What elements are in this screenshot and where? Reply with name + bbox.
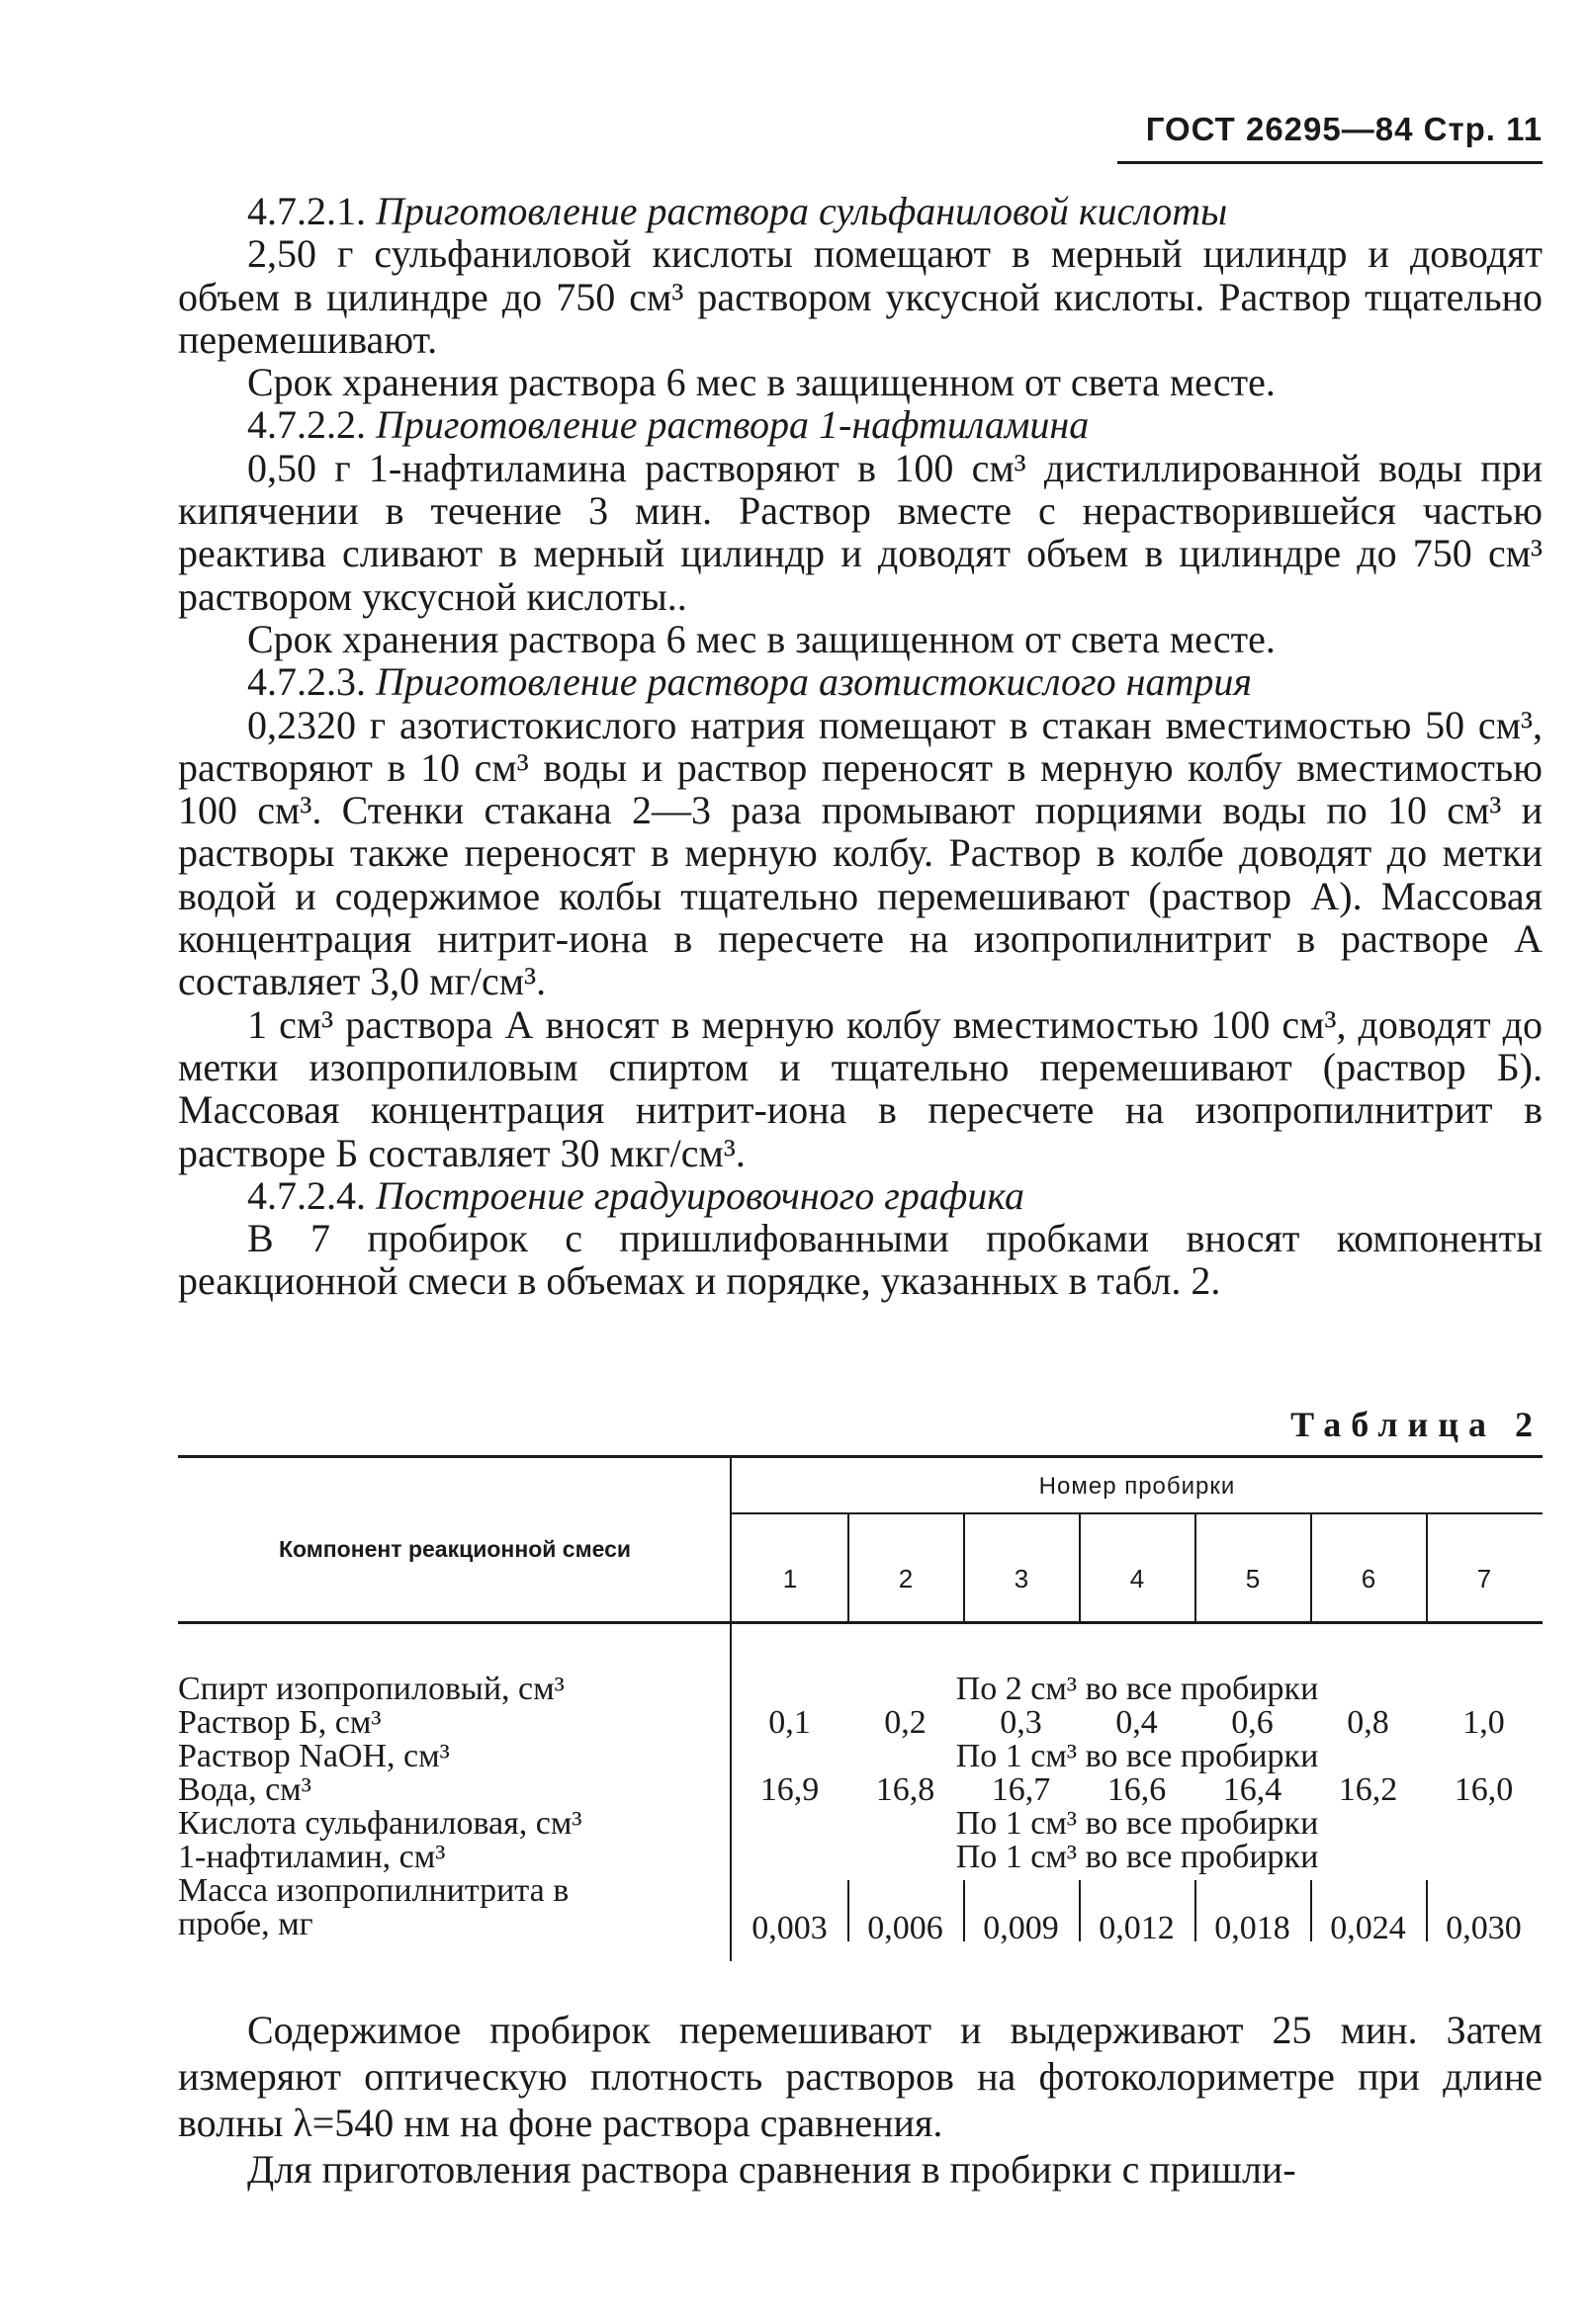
col-sep <box>1426 1514 1428 1621</box>
row-label: 1-нафтиламин, см³ <box>178 1839 446 1875</box>
table-label-separator <box>730 1455 732 1961</box>
row-span-value: По 1 см³ во все пробирки <box>955 1738 1319 1774</box>
reaction-table <box>178 1455 1543 1969</box>
paragraph: Для приготовления раствора сравнения в пробирки с пришли- <box>247 2147 1296 2192</box>
paragraph: 2,50 г сульфаниловой кислоты помещают в мерный цилиндр и доводят объем в цилиндре до 750 см³ раствором уксусной кислоты. Раствор тщательно перемешивают. <box>178 231 1543 362</box>
table-cell: 0,003 <box>751 1910 828 1946</box>
table-cell: 0,018 <box>1214 1910 1290 1946</box>
column-header-component: Компонент реакционной смеси <box>278 1536 632 1562</box>
table-top-rule <box>178 1455 1543 1458</box>
table-cell: 1,0 <box>1462 1704 1505 1741</box>
header-bottom-rule <box>178 1621 1543 1624</box>
tube-number: 7 <box>1476 1564 1492 1593</box>
section-heading-4-7-2-2: 4.7.2.2. Приготовление раствора 1-нафтиламина <box>247 402 1090 448</box>
column-header-tubes: Номер пробирки <box>1038 1473 1236 1500</box>
header-rule <box>1117 161 1543 164</box>
col-sep <box>1079 1514 1081 1621</box>
table-caption: Таблица 2 <box>1290 1405 1543 1444</box>
tube-number: 6 <box>1361 1564 1376 1593</box>
table-cell: 16,8 <box>875 1771 935 1808</box>
page-header: ГОСТ 26295—84 Стр. 11 <box>1145 111 1543 147</box>
body-text-after-table <box>178 2007 1543 2193</box>
tube-number: 2 <box>898 1564 914 1593</box>
row-label: Кислота сульфаниловая, см³ <box>178 1805 582 1842</box>
tube-number: 3 <box>1014 1564 1029 1593</box>
paragraph: В 7 пробирок с пришлифованными пробками вносят компоненты реакционной смеси в объемах и порядке, указанных в табл. 2. <box>178 1216 1543 1304</box>
row-label: Раствор Б, см³ <box>178 1704 382 1741</box>
row-label: Масса изопропилнитрита в <box>178 1872 570 1909</box>
row-span-value: По 2 см³ во все пробирки <box>955 1671 1319 1707</box>
table-cell: 0,8 <box>1347 1704 1389 1741</box>
row-label: Спирт изопропиловый, см³ <box>178 1671 565 1707</box>
table-cell: 0,030 <box>1446 1910 1522 1946</box>
paragraph: 1 см³ раствора А вносят в мерную колбу вместимостью 100 см³, доводят до метки изопропиловым спиртом и тщательно перемешивают (раствор Б). Массовая концентрация нитрит-иона в пересчете на изопропилнитрит в растворе Б составляет 30 мкг/см³. <box>178 1001 1543 1175</box>
row-span-value: По 1 см³ во все пробирки <box>955 1839 1319 1875</box>
section-heading-4-7-2-3: 4.7.2.3. Приготовление раствора азотистокислого натрия <box>247 659 1252 705</box>
table-cell: 0,009 <box>983 1910 1059 1946</box>
col-sep <box>1310 1514 1312 1621</box>
tube-number: 4 <box>1129 1564 1145 1593</box>
col-sep <box>847 1514 849 1621</box>
table-cell: 0,2 <box>884 1704 927 1741</box>
table-cell: 0,012 <box>1099 1910 1175 1946</box>
section-heading-4-7-2-1: 4.7.2.1. Приготовление раствора сульфаниловой кислоты <box>247 189 1228 233</box>
body-text <box>178 190 1543 1303</box>
paragraph: 0,2320 г азотистокислого натрия помещают в стакан вместимостью 50 см³, растворяют в 10 см³ воды и раствор переносят в мерную колбу вместимостью 100 см³. Стенки стакана 2—3 раза промывают порциями воды по 10 см³ и растворы также переносят в мерную колбу. Раствор в колбе доводят до метки водой и содержимое колбы тщательно перемешивают (раствор А). Массовая концентрация нитрит-иона в пересчете на изопропилнитрит в растворе А составляет 3,0 мг/см³. <box>178 702 1543 1004</box>
tube-number: 1 <box>782 1564 798 1593</box>
tube-header-rule <box>732 1512 1543 1514</box>
table-cell: 16,6 <box>1106 1771 1167 1808</box>
paragraph: Срок хранения раствора 6 мес в защищенном от света месте. <box>247 360 1276 405</box>
tube-number: 5 <box>1245 1564 1261 1593</box>
row-label: пробе, мг <box>178 1906 313 1942</box>
col-sep <box>963 1514 965 1621</box>
table-cell: 16,0 <box>1454 1771 1514 1808</box>
table-cell: 0,024 <box>1330 1910 1406 1946</box>
table-cell: 16,9 <box>759 1771 820 1808</box>
section-heading-4-7-2-4: 4.7.2.4. Построение градуировочного графика <box>247 1172 1024 1218</box>
table-cell: 0,4 <box>1115 1704 1158 1741</box>
paragraph: Содержимое пробирок перемешивают и выдерживают 25 мин. Затем измеряют оптическую плотность растворов на фотоколориметре при длине волны λ=540 нм на фоне раствора сравнения. <box>178 2008 1543 2145</box>
paragraph: 0,50 г 1-нафтиламина растворяют в 100 см³ дистиллированной воды при кипячении в течение 3 мин. Раствор вместе с нерастворившейся частью реактива сливают в мерный цилиндр и доводят объем в цилиндре до 750 см³ раствором уксусной кислоты.. <box>178 445 1543 619</box>
paragraph: Срок хранения раствора 6 мес в защищенном от света месте. <box>247 616 1276 661</box>
table-cell: 0,006 <box>867 1910 943 1946</box>
table-cell: 16,7 <box>991 1771 1051 1808</box>
table-cell: 0,3 <box>1000 1704 1042 1741</box>
table-cell: 16,2 <box>1338 1771 1398 1808</box>
row-span-value: По 1 см³ во все пробирки <box>955 1805 1319 1842</box>
row-label: Вода, см³ <box>178 1771 311 1808</box>
table-cell: 16,4 <box>1222 1771 1282 1808</box>
col-sep <box>1194 1514 1196 1621</box>
table-cell: 0,6 <box>1231 1704 1274 1741</box>
table-cell: 0,1 <box>768 1704 811 1741</box>
row-label: Раствор NaOH, см³ <box>178 1738 450 1774</box>
